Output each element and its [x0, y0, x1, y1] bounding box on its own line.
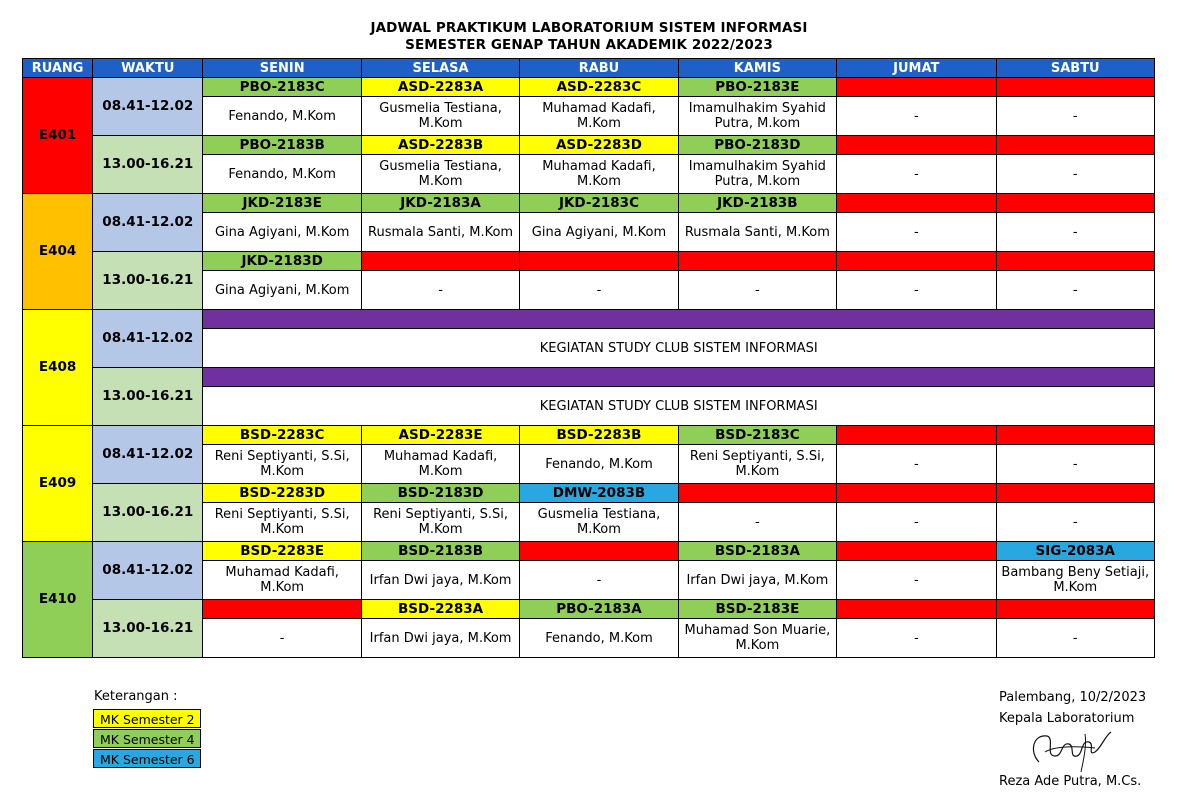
instructor-cell: Reni Septiyanti, S.Si, M.Kom: [203, 445, 361, 484]
table-row: [23, 426, 1155, 445]
instructor-cell: Gusmelia Testiana, M.Kom: [361, 97, 519, 136]
room-cell: E401: [23, 78, 93, 194]
room-cell: E408: [23, 310, 93, 426]
course-code-cell: BSD-2283B: [520, 426, 678, 445]
course-code-cell: PBO-2183D: [678, 136, 836, 155]
instructor-cell: Bambang Beny Setiaji, M.Kom: [996, 561, 1155, 600]
instructor-cell: -: [837, 445, 996, 484]
course-code-cell: JKD-2183A: [361, 194, 519, 213]
instructor-cell: -: [996, 271, 1155, 310]
course-code-cell: [678, 484, 836, 503]
course-code-cell: JKD-2183C: [520, 194, 678, 213]
course-code-cell: ASD-2283C: [520, 78, 678, 97]
time-cell: 08.41-12.02: [93, 78, 203, 136]
instructor-cell: -: [837, 619, 996, 658]
instructor-cell: -: [996, 155, 1155, 194]
instructor-cell: Gina Agiyani, M.Kom: [203, 271, 361, 310]
instructor-cell: -: [678, 271, 836, 310]
legend-item-semester-6: MK Semester 6: [93, 749, 201, 768]
instructor-cell: -: [996, 503, 1155, 542]
course-code-cell: [996, 136, 1155, 155]
instructor-cell: -: [520, 561, 678, 600]
column-header: SENIN: [203, 59, 361, 78]
document-title: JADWAL PRAKTIKUM LABORATORIUM SISTEM INFORMASI: [370, 20, 808, 36]
course-code-cell: JKD-2183E: [203, 194, 361, 213]
instructor-cell: -: [996, 619, 1155, 658]
signature-position: Kepala Laboratorium: [999, 711, 1135, 726]
instructor-cell: -: [203, 619, 361, 658]
column-header: KAMIS: [678, 59, 836, 78]
time-cell: 08.41-12.02: [93, 542, 203, 600]
course-code-cell: BSD-2183A: [678, 542, 836, 561]
course-code-cell: [996, 194, 1155, 213]
room-cell: E409: [23, 426, 93, 542]
course-code-cell: ASD-2283D: [520, 136, 678, 155]
instructor-cell: Gina Agiyani, M.Kom: [203, 213, 361, 252]
legend-item-semester-2: MK Semester 2: [93, 709, 201, 728]
instructor-cell: Fenando, M.Kom: [203, 97, 361, 136]
instructor-cell: -: [996, 213, 1155, 252]
merged-color-bar: [203, 368, 1155, 387]
course-code-cell: JKD-2183D: [203, 252, 361, 271]
instructor-cell: Gina Agiyani, M.Kom: [520, 213, 678, 252]
instructor-cell: -: [837, 561, 996, 600]
course-code-cell: [996, 600, 1155, 619]
instructor-cell: Reni Septiyanti, S.Si, M.Kom: [361, 503, 519, 542]
course-code-cell: JKD-2183B: [678, 194, 836, 213]
document-subtitle: SEMESTER GENAP TAHUN AKADEMIK 2022/2023: [405, 37, 773, 53]
course-code-cell: PBO-2183B: [203, 136, 361, 155]
time-cell: 08.41-12.02: [93, 310, 203, 368]
instructor-cell: Imamulhakim Syahid Putra, M.kom: [678, 155, 836, 194]
course-code-cell: [996, 426, 1155, 445]
room-cell: E410: [23, 542, 93, 658]
course-code-cell: PBO-2183A: [520, 600, 678, 619]
handwritten-signature: [1025, 722, 1115, 774]
instructor-cell: -: [996, 445, 1155, 484]
time-cell: 08.41-12.02: [93, 426, 203, 484]
course-code-cell: [520, 252, 678, 271]
instructor-cell: Gusmelia Testiana, M.Kom: [361, 155, 519, 194]
instructor-cell: -: [837, 503, 996, 542]
instructor-cell: -: [996, 97, 1155, 136]
course-code-cell: [837, 600, 996, 619]
column-header: RABU: [520, 59, 678, 78]
course-code-cell: [361, 252, 519, 271]
course-code-cell: BSD-2183B: [361, 542, 519, 561]
course-code-cell: BSD-2183D: [361, 484, 519, 503]
course-code-cell: BSD-2283A: [361, 600, 519, 619]
signature-place-date: Palembang, 10/2/2023: [999, 690, 1147, 705]
course-code-cell: [520, 542, 678, 561]
course-code-cell: BSD-2283D: [203, 484, 361, 503]
merged-activity-cell: KEGIATAN STUDY CLUB SISTEM INFORMASI: [203, 387, 1155, 426]
course-code-cell: BSD-2183C: [678, 426, 836, 445]
course-code-cell: [837, 542, 996, 561]
course-code-cell: DMW-2083B: [520, 484, 678, 503]
table-row: [23, 136, 1155, 155]
schedule-table: [22, 58, 1155, 658]
course-code-cell: [996, 484, 1155, 503]
instructor-cell: -: [837, 155, 996, 194]
course-code-cell: [837, 426, 996, 445]
time-cell: 08.41-12.02: [93, 194, 203, 252]
table-row: [23, 600, 1155, 619]
course-code-cell: PBO-2183E: [678, 78, 836, 97]
instructor-cell: Irfan Dwi jaya, M.Kom: [361, 561, 519, 600]
instructor-cell: Rusmala Santi, M.Kom: [678, 213, 836, 252]
time-cell: 13.00-16.21: [93, 368, 203, 426]
course-code-cell: [996, 78, 1155, 97]
instructor-cell: Imamulhakim Syahid Putra, M.kom: [678, 97, 836, 136]
time-cell: 13.00-16.21: [93, 484, 203, 542]
table-row: [23, 252, 1155, 271]
instructor-cell: Irfan Dwi jaya, M.Kom: [678, 561, 836, 600]
table-row: [23, 194, 1155, 213]
instructor-cell: -: [361, 271, 519, 310]
course-code-cell: BSD-2183E: [678, 600, 836, 619]
course-code-cell: ASD-2283A: [361, 78, 519, 97]
course-code-cell: [837, 194, 996, 213]
instructor-cell: Reni Septiyanti, S.Si, M.Kom: [678, 445, 836, 484]
room-cell: E404: [23, 194, 93, 310]
signature-name: Reza Ade Putra, M.Cs.: [999, 774, 1142, 789]
instructor-cell: -: [837, 97, 996, 136]
course-code-cell: [837, 136, 996, 155]
instructor-cell: Fenando, M.Kom: [520, 445, 678, 484]
instructor-cell: Muhamad Kadafi, M.Kom: [203, 561, 361, 600]
instructor-cell: -: [678, 503, 836, 542]
course-code-cell: BSD-2283E: [203, 542, 361, 561]
merged-activity-cell: KEGIATAN STUDY CLUB SISTEM INFORMASI: [203, 329, 1155, 368]
table-row: [23, 484, 1155, 503]
course-code-cell: ASD-2283E: [361, 426, 519, 445]
course-code-cell: [837, 484, 996, 503]
instructor-cell: Muhamad Kadafi, M.Kom: [520, 155, 678, 194]
course-code-cell: PBO-2183C: [203, 78, 361, 97]
course-code-cell: SIG-2083A: [996, 542, 1155, 561]
instructor-cell: Muhamad Son Muarie, M.Kom: [678, 619, 836, 658]
time-cell: 13.00-16.21: [93, 252, 203, 310]
time-cell: 13.00-16.21: [93, 600, 203, 658]
table-row: [23, 310, 1155, 329]
table-row: [23, 368, 1155, 387]
column-header: JUMAT: [837, 59, 996, 78]
legend-title: Keterangan :: [94, 689, 178, 704]
column-header: SELASA: [361, 59, 519, 78]
course-code-cell: [837, 78, 996, 97]
instructor-cell: Muhamad Kadafi, M.Kom: [520, 97, 678, 136]
course-code-cell: BSD-2283C: [203, 426, 361, 445]
instructor-cell: -: [837, 271, 996, 310]
course-code-cell: [203, 600, 361, 619]
header-row: [23, 59, 1155, 78]
instructor-cell: Irfan Dwi jaya, M.Kom: [361, 619, 519, 658]
course-code-cell: [996, 252, 1155, 271]
time-cell: 13.00-16.21: [93, 136, 203, 194]
instructor-cell: Fenando, M.Kom: [520, 619, 678, 658]
instructor-cell: Muhamad Kadafi, M.Kom: [361, 445, 519, 484]
instructor-cell: Reni Septiyanti, S.Si, M.Kom: [203, 503, 361, 542]
column-header: SABTU: [996, 59, 1155, 78]
course-code-cell: [678, 252, 836, 271]
legend-item-semester-4: MK Semester 4: [93, 729, 201, 748]
instructor-cell: Rusmala Santi, M.Kom: [361, 213, 519, 252]
instructor-cell: -: [837, 213, 996, 252]
column-header: RUANG: [23, 59, 93, 78]
table-row: [23, 542, 1155, 561]
instructor-cell: -: [520, 271, 678, 310]
column-header: WAKTU: [93, 59, 203, 78]
instructor-cell: Gusmelia Testiana, M.Kom: [520, 503, 678, 542]
instructor-cell: Fenando, M.Kom: [203, 155, 361, 194]
merged-color-bar: [203, 310, 1155, 329]
course-code-cell: [837, 252, 996, 271]
course-code-cell: ASD-2283B: [361, 136, 519, 155]
table-row: [23, 78, 1155, 97]
